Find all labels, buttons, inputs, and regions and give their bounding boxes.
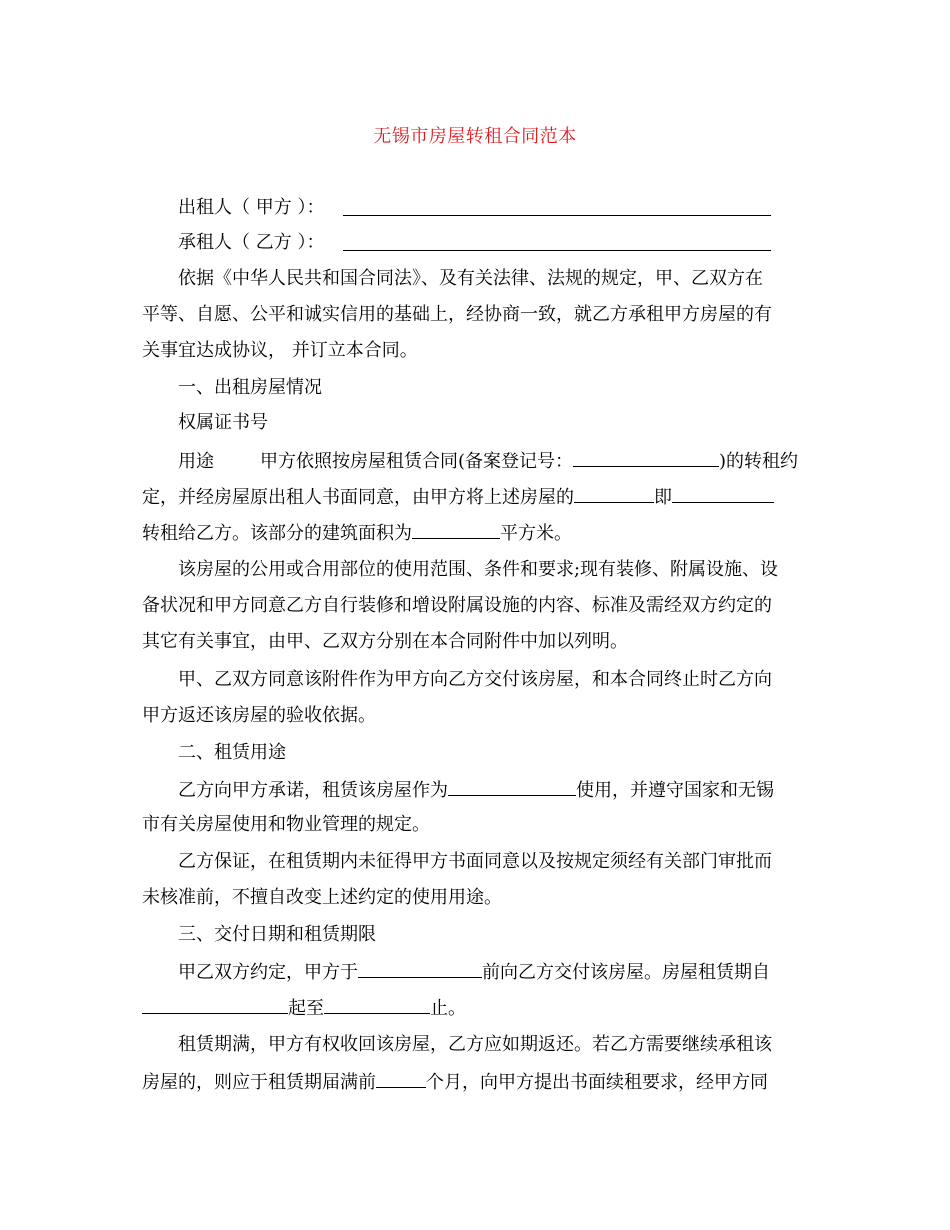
usage-blank (448, 777, 576, 796)
registration-number-blank (573, 448, 719, 467)
sublease-line-1: 用途 甲方依照按房屋租赁合同(备案登记号： )的转租约 (178, 448, 798, 474)
facilities-line-3: 其它有关事宜，由甲、乙双方分别在本合同附件中加以列明。 (142, 631, 628, 652)
lessor-label: 出租人（ 甲方 ）： (178, 197, 325, 218)
lessee-label: 承租人（ 乙方 ）： (178, 232, 325, 253)
sublease-line-3: 转租给乙方。该部分的建筑面积为 平方米。 (142, 520, 572, 546)
delivery-line-1: 甲乙双方约定，甲方于 前向乙方交付该房屋。房屋租赁期自 (178, 959, 770, 985)
section-2-heading: 二、租赁用途 (178, 742, 286, 763)
lease-start-blank (142, 995, 288, 1014)
acceptance-line-2: 甲方返还该房屋的验收依据。 (142, 705, 376, 726)
renewal-line-2: 房屋的，则应于租赁期届满前 个月，向甲方提出书面续租要求，经甲方同 (142, 1069, 768, 1095)
document-title: 无锡市房屋转租合同范本 (373, 126, 577, 147)
premises-part-blank (574, 484, 654, 503)
delivery-date-blank (358, 959, 482, 978)
paragraph-basis-line-1: 依据《中华人民共和国合同法》、及有关法律、法规的规定，甲、乙双方在 (178, 268, 763, 289)
guarantee-line-1: 乙方保证，在租赁期内未征得甲方书面同意以及按规定须经有关部门审批而 (178, 851, 772, 872)
area-blank (412, 520, 500, 539)
sublease-line-2: 定，并经房屋原出租人书面同意，由甲方将上述房屋的 即 (142, 484, 774, 510)
facilities-line-2: 备状况和甲方同意乙方自行装修和增设附属设施的内容、标准及需经双方约定的 (142, 595, 772, 616)
usage-line-2: 市有关房屋使用和物业管理的规定。 (142, 814, 430, 835)
section-1-heading: 一、出租房屋情况 (178, 377, 322, 398)
usage-line-1: 乙方向甲方承诺，租赁该房屋作为 使用，并遵守国家和无锡 (178, 777, 774, 803)
delivery-line-2: 起至 止。 (142, 995, 466, 1021)
certificate-number-label: 权属证书号 (178, 412, 268, 433)
lessee-blank (343, 250, 771, 251)
paragraph-basis-line-3: 关事宜达成协议， 并订立本合同。 (142, 340, 418, 361)
acceptance-line-1: 甲、乙双方同意该附件作为甲方向乙方交付该房屋，和本合同终止时乙方向 (178, 669, 772, 690)
premises-detail-blank (672, 484, 774, 503)
renewal-months-blank (376, 1069, 426, 1088)
renewal-line-1: 租赁期满，甲方有权收回该房屋，乙方应如期返还。若乙方需要继续承租该 (178, 1034, 772, 1055)
paragraph-basis-line-2: 平等、自愿、公平和诚实信用的基础上，经协商一致，就乙方承租甲方房屋的有 (142, 304, 772, 325)
lessor-blank (343, 215, 771, 216)
lease-end-blank (324, 995, 430, 1014)
section-3-heading: 三、交付日期和租赁期限 (178, 924, 376, 945)
guarantee-line-2: 未核准前，不擅自改变上述约定的使用用途。 (142, 887, 502, 908)
facilities-line-1: 该房屋的公用或合用部位的使用范围、条件和要求;现有装修、附属设施、设 (178, 559, 779, 580)
use-label: 用途 (178, 451, 214, 472)
